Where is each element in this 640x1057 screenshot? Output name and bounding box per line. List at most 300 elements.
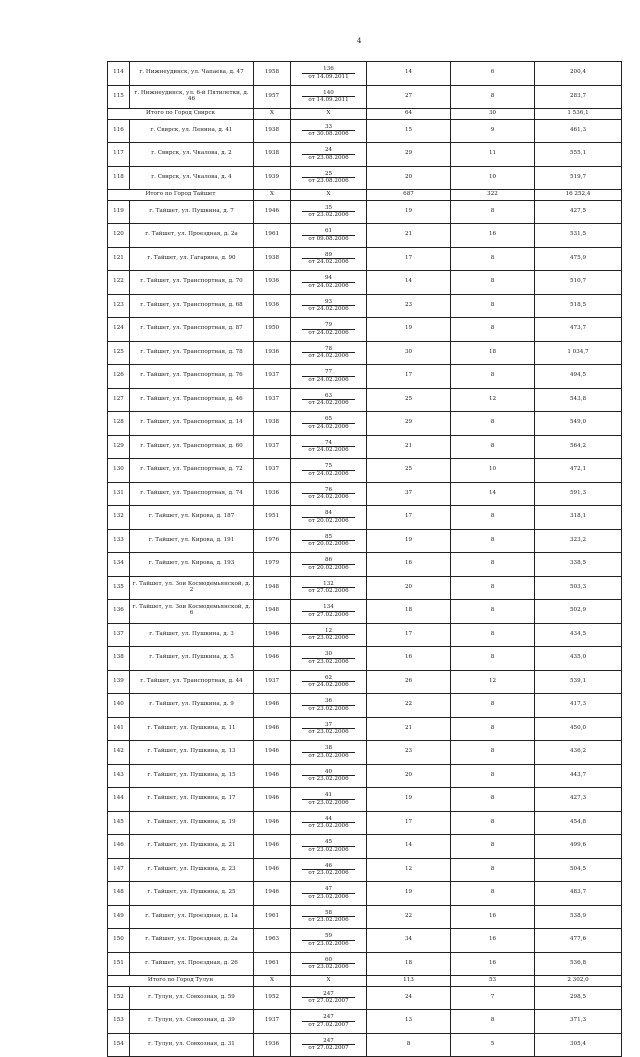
row-document bbox=[291, 600, 367, 624]
table-row bbox=[108, 741, 622, 765]
total-label: Итого по Город Тулун bbox=[108, 976, 254, 987]
row-number: 142 bbox=[108, 741, 130, 765]
document-date: от 23.02.2006 bbox=[308, 752, 349, 759]
document-date: от 27.02.2007 bbox=[308, 998, 349, 1005]
table-row bbox=[108, 529, 622, 553]
row-number: 154 bbox=[108, 1033, 130, 1057]
document-number: 45 bbox=[302, 839, 355, 846]
document-number: 247 bbox=[302, 1038, 355, 1045]
row-year: 1936 bbox=[254, 1033, 291, 1057]
table-row bbox=[108, 764, 622, 788]
table-row bbox=[108, 119, 622, 143]
row-c1: 25 bbox=[367, 388, 451, 412]
row-year: 1948 bbox=[254, 600, 291, 624]
page-number: 4 bbox=[357, 37, 362, 45]
row-area: 539,1 bbox=[535, 670, 622, 694]
row-c1: 8 bbox=[367, 1033, 451, 1057]
row-number: 140 bbox=[108, 694, 130, 718]
row-year: 1957 bbox=[254, 85, 291, 109]
document-date: от 23.02.2006 bbox=[308, 940, 349, 947]
document-number: 65 bbox=[302, 416, 355, 423]
row-c2: 9 bbox=[451, 119, 535, 143]
table-row bbox=[108, 694, 622, 718]
document-date: от 24.02.2006 bbox=[308, 423, 349, 430]
table-total-row bbox=[108, 109, 622, 120]
row-year: 1961 bbox=[254, 952, 291, 976]
document-date: от 23.08.2006 bbox=[308, 178, 349, 185]
row-c1: 19 bbox=[367, 529, 451, 553]
row-c2: 8 bbox=[451, 764, 535, 788]
row-c1: 15 bbox=[367, 119, 451, 143]
document-date: от 23.02.2006 bbox=[308, 705, 349, 712]
document-date: от 23.02.2006 bbox=[308, 729, 349, 736]
table-row bbox=[108, 952, 622, 976]
table-row bbox=[108, 224, 622, 248]
row-c2: 8 bbox=[451, 576, 535, 600]
document-date: от 23.02.2006 bbox=[308, 658, 349, 665]
table-row bbox=[108, 294, 622, 318]
row-year: 1946 bbox=[254, 200, 291, 224]
row-document bbox=[291, 459, 367, 483]
total-label: Итого по Город Тайшет bbox=[108, 190, 254, 201]
row-c2: 16 bbox=[451, 224, 535, 248]
row-c2: 6 bbox=[451, 62, 535, 86]
row-address: г. Тайшет, ул. Кирова, д. 191 bbox=[130, 529, 254, 553]
table-row bbox=[108, 905, 622, 929]
row-year: 1961 bbox=[254, 905, 291, 929]
row-address: г. Тайшет, ул. Проездная, д. 2а bbox=[130, 929, 254, 953]
row-document bbox=[291, 623, 367, 647]
row-area: 503,3 bbox=[535, 576, 622, 600]
row-area: 427,3 bbox=[535, 788, 622, 812]
total-area: 2 302,0 bbox=[535, 976, 622, 987]
row-document bbox=[291, 271, 367, 295]
row-address: г. Тайшет, ул. Пушкина, д. 5 bbox=[130, 647, 254, 671]
row-number: 151 bbox=[108, 952, 130, 976]
table-row bbox=[108, 882, 622, 906]
document-date: от 27.02.2006 bbox=[308, 588, 349, 595]
row-c2: 8 bbox=[451, 623, 535, 647]
row-number: 131 bbox=[108, 482, 130, 506]
total-label: Итого по Город Свирск bbox=[108, 109, 254, 120]
row-c1: 20 bbox=[367, 576, 451, 600]
table-row bbox=[108, 62, 622, 86]
row-area: 538,9 bbox=[535, 905, 622, 929]
row-year: 1946 bbox=[254, 882, 291, 906]
row-area: 564,2 bbox=[535, 435, 622, 459]
row-year: 1946 bbox=[254, 788, 291, 812]
row-document bbox=[291, 882, 367, 906]
row-year: 1937 bbox=[254, 670, 291, 694]
row-number: 119 bbox=[108, 200, 130, 224]
row-year: 1951 bbox=[254, 506, 291, 530]
row-year: 1948 bbox=[254, 576, 291, 600]
row-year: 1946 bbox=[254, 835, 291, 859]
row-c2: 8 bbox=[451, 882, 535, 906]
total-c2: 53 bbox=[451, 976, 535, 987]
table-row bbox=[108, 670, 622, 694]
row-number: 116 bbox=[108, 119, 130, 143]
document-date: от 23.02.2006 bbox=[308, 799, 349, 806]
row-document bbox=[291, 529, 367, 553]
document-number: 35 bbox=[302, 205, 355, 212]
document-number: 93 bbox=[302, 299, 355, 306]
row-c1: 19 bbox=[367, 882, 451, 906]
row-c1: 14 bbox=[367, 271, 451, 295]
table-row bbox=[108, 365, 622, 389]
row-area: 338,5 bbox=[535, 553, 622, 577]
row-number: 114 bbox=[108, 62, 130, 86]
row-document bbox=[291, 85, 367, 109]
row-address: г. Тайшет, ул. Транспортная, д. 70 bbox=[130, 271, 254, 295]
row-number: 137 bbox=[108, 623, 130, 647]
row-number: 149 bbox=[108, 905, 130, 929]
row-document bbox=[291, 1033, 367, 1057]
housing-table bbox=[107, 61, 622, 1057]
row-document bbox=[291, 694, 367, 718]
row-year: 1937 bbox=[254, 1010, 291, 1034]
document-date: от 24.02.2006 bbox=[308, 306, 349, 313]
row-number: 133 bbox=[108, 529, 130, 553]
row-document bbox=[291, 143, 367, 167]
row-year: 1938 bbox=[254, 143, 291, 167]
row-document bbox=[291, 986, 367, 1010]
row-document bbox=[291, 294, 367, 318]
row-area: 502,9 bbox=[535, 600, 622, 624]
row-c1: 13 bbox=[367, 1010, 451, 1034]
row-area: 318,1 bbox=[535, 506, 622, 530]
row-document bbox=[291, 929, 367, 953]
document-number: 46 bbox=[302, 863, 355, 870]
row-c1: 12 bbox=[367, 858, 451, 882]
document-number: 25 bbox=[302, 171, 355, 178]
row-address: г. Тайшет, ул. Зои Космодемьянской, д. 2 bbox=[130, 576, 254, 600]
row-address: г. Тайшет, ул. Пушкина, д. 21 bbox=[130, 835, 254, 859]
row-document bbox=[291, 247, 367, 271]
row-c1: 16 bbox=[367, 553, 451, 577]
row-area: 519,7 bbox=[535, 166, 622, 190]
row-c2: 8 bbox=[451, 811, 535, 835]
total-c2: 322 bbox=[451, 190, 535, 201]
row-year: 1961 bbox=[254, 224, 291, 248]
row-c1: 14 bbox=[367, 835, 451, 859]
document-number: 140 bbox=[302, 90, 355, 97]
row-area: 504,5 bbox=[535, 858, 622, 882]
document-date: от 23.02.2006 bbox=[308, 846, 349, 853]
row-c1: 20 bbox=[367, 764, 451, 788]
row-c1: 18 bbox=[367, 600, 451, 624]
row-c2: 8 bbox=[451, 294, 535, 318]
row-c2: 8 bbox=[451, 788, 535, 812]
row-address: г. Свирск, ул. Чкалова, д. 4 bbox=[130, 166, 254, 190]
document-number: 62 bbox=[302, 675, 355, 682]
document-number: 38 bbox=[302, 745, 355, 752]
row-address: г. Тайшет, ул. Проездная, д. 26 bbox=[130, 952, 254, 976]
document-number: 84 bbox=[302, 510, 355, 517]
row-document bbox=[291, 764, 367, 788]
row-document bbox=[291, 506, 367, 530]
row-address: г. Тайшет, ул. Кирова, д. 193 bbox=[130, 553, 254, 577]
row-area: 472,1 bbox=[535, 459, 622, 483]
row-area: 483,7 bbox=[535, 882, 622, 906]
row-c2: 16 bbox=[451, 929, 535, 953]
row-document bbox=[291, 482, 367, 506]
row-number: 152 bbox=[108, 986, 130, 1010]
row-c2: 8 bbox=[451, 271, 535, 295]
row-address: г. Тайшет, ул. Транспортная, д. 46 bbox=[130, 388, 254, 412]
row-address: г. Тайшет, ул. Пушкина, д. 23 bbox=[130, 858, 254, 882]
row-c1: 17 bbox=[367, 623, 451, 647]
row-c2: 8 bbox=[451, 435, 535, 459]
document-number: 59 bbox=[302, 933, 355, 940]
row-c1: 14 bbox=[367, 62, 451, 86]
row-address: г. Тайшет, ул. Проездная, д. 1а bbox=[130, 905, 254, 929]
document-number: 58 bbox=[302, 910, 355, 917]
row-address: г. Тайшет, ул. Транспортная, д. 14 bbox=[130, 412, 254, 436]
row-year: 1946 bbox=[254, 811, 291, 835]
table-row bbox=[108, 200, 622, 224]
document-date: от 24.02.2006 bbox=[308, 682, 349, 689]
row-c2: 8 bbox=[451, 694, 535, 718]
total-c1: 113 bbox=[367, 976, 451, 987]
row-year: 1952 bbox=[254, 986, 291, 1010]
row-area: 443,7 bbox=[535, 764, 622, 788]
document-number: 24 bbox=[302, 147, 355, 154]
row-area: 549,0 bbox=[535, 412, 622, 436]
total-doc: Х bbox=[291, 190, 367, 201]
row-address: г. Тайшет, ул. Пушкина, д. 13 bbox=[130, 741, 254, 765]
row-number: 115 bbox=[108, 85, 130, 109]
document-number: 79 bbox=[302, 322, 355, 329]
row-year: 1937 bbox=[254, 459, 291, 483]
row-c2: 16 bbox=[451, 952, 535, 976]
row-document bbox=[291, 670, 367, 694]
document-number: 63 bbox=[302, 393, 355, 400]
row-document bbox=[291, 341, 367, 365]
document-date: от 24.02.2006 bbox=[308, 447, 349, 454]
document-number: 75 bbox=[302, 463, 355, 470]
row-area: 510,7 bbox=[535, 271, 622, 295]
row-number: 145 bbox=[108, 811, 130, 835]
row-c2: 8 bbox=[451, 647, 535, 671]
document-date: от 23.02.2006 bbox=[308, 212, 349, 219]
row-c2: 8 bbox=[451, 365, 535, 389]
row-address: г. Тайшет, ул. Кирова, д. 187 bbox=[130, 506, 254, 530]
row-c1: 17 bbox=[367, 811, 451, 835]
row-address: г. Тайшет, ул. Транспортная, д. 72 bbox=[130, 459, 254, 483]
row-area: 1 034,7 bbox=[535, 341, 622, 365]
row-document bbox=[291, 647, 367, 671]
row-address: г. Тайшет, ул. Транспортная, д. 74 bbox=[130, 482, 254, 506]
table-row bbox=[108, 1010, 622, 1034]
row-c2: 8 bbox=[451, 858, 535, 882]
row-c2: 8 bbox=[451, 741, 535, 765]
document-date: от 24.02.2006 bbox=[308, 470, 349, 477]
document-number: 77 bbox=[302, 369, 355, 376]
row-c2: 8 bbox=[451, 529, 535, 553]
row-c2: 11 bbox=[451, 143, 535, 167]
row-year: 1937 bbox=[254, 435, 291, 459]
row-document bbox=[291, 1010, 367, 1034]
row-year: 1937 bbox=[254, 388, 291, 412]
document-number: 247 bbox=[302, 1014, 355, 1021]
document-number: 76 bbox=[302, 487, 355, 494]
table-row bbox=[108, 412, 622, 436]
document-number: 94 bbox=[302, 275, 355, 282]
table-row bbox=[108, 600, 622, 624]
total-c1: 687 bbox=[367, 190, 451, 201]
table-row bbox=[108, 788, 622, 812]
row-year: 1950 bbox=[254, 318, 291, 342]
row-c2: 8 bbox=[451, 717, 535, 741]
document-date: от 20.02.2006 bbox=[308, 541, 349, 548]
table-row bbox=[108, 623, 622, 647]
row-address: г. Тайшет, ул. Пушкина, д. 3 bbox=[130, 623, 254, 647]
document-date: от 14.09.2011 bbox=[308, 73, 349, 80]
row-c1: 17 bbox=[367, 365, 451, 389]
row-document bbox=[291, 62, 367, 86]
table-row bbox=[108, 341, 622, 365]
row-c1: 27 bbox=[367, 85, 451, 109]
document-number: 132 bbox=[302, 581, 355, 588]
table-row bbox=[108, 271, 622, 295]
table-row bbox=[108, 459, 622, 483]
row-c2: 8 bbox=[451, 1010, 535, 1034]
table-total-row bbox=[108, 190, 622, 201]
table-row bbox=[108, 1033, 622, 1057]
row-c2: 18 bbox=[451, 341, 535, 365]
table-row bbox=[108, 647, 622, 671]
row-c1: 17 bbox=[367, 506, 451, 530]
row-area: 494,5 bbox=[535, 365, 622, 389]
row-document bbox=[291, 811, 367, 835]
document-date: от 24.02.2006 bbox=[308, 400, 349, 407]
table-row bbox=[108, 318, 622, 342]
document-date: от 23.02.2006 bbox=[308, 964, 349, 971]
row-c1: 24 bbox=[367, 986, 451, 1010]
row-area: 473,7 bbox=[535, 318, 622, 342]
row-year: 1936 bbox=[254, 341, 291, 365]
total-doc: Х bbox=[291, 109, 367, 120]
document-date: от 24.02.2006 bbox=[308, 376, 349, 383]
row-area: 283,7 bbox=[535, 85, 622, 109]
table-row bbox=[108, 482, 622, 506]
row-address: г. Тайшет, ул. Транспортная, д. 78 bbox=[130, 341, 254, 365]
row-area: 450,0 bbox=[535, 717, 622, 741]
row-year: 1946 bbox=[254, 858, 291, 882]
row-c2: 8 bbox=[451, 318, 535, 342]
row-c2: 14 bbox=[451, 482, 535, 506]
table-row bbox=[108, 166, 622, 190]
document-date: от 09.08.2006 bbox=[308, 235, 349, 242]
row-number: 117 bbox=[108, 143, 130, 167]
row-c1: 21 bbox=[367, 717, 451, 741]
document-number: 61 bbox=[302, 228, 355, 235]
table-row bbox=[108, 576, 622, 600]
row-address: г. Тулун, ул. Совхозная, д. 59 bbox=[130, 986, 254, 1010]
row-year: 1976 bbox=[254, 529, 291, 553]
document-date: от 23.02.2006 bbox=[308, 917, 349, 924]
row-area: 536,8 bbox=[535, 952, 622, 976]
row-document bbox=[291, 835, 367, 859]
document-date: от 23.08.2006 bbox=[308, 154, 349, 161]
row-year: 1939 bbox=[254, 166, 291, 190]
row-number: 139 bbox=[108, 670, 130, 694]
row-address: г. Тайшет, ул. Зои Космодемьянской, д. 6 bbox=[130, 600, 254, 624]
row-c1: 29 bbox=[367, 412, 451, 436]
row-address: г. Тайшет, ул. Транспортная, д. 68 bbox=[130, 294, 254, 318]
row-c1: 20 bbox=[367, 166, 451, 190]
row-address: г. Тулун, ул. Совхозная, д. 31 bbox=[130, 1033, 254, 1057]
row-area: 434,5 bbox=[535, 623, 622, 647]
row-number: 143 bbox=[108, 764, 130, 788]
row-area: 323,2 bbox=[535, 529, 622, 553]
row-year: 1946 bbox=[254, 694, 291, 718]
row-c1: 21 bbox=[367, 224, 451, 248]
row-c2: 12 bbox=[451, 670, 535, 694]
total-year: Х bbox=[254, 976, 291, 987]
row-area: 298,5 bbox=[535, 986, 622, 1010]
document-number: 33 bbox=[302, 124, 355, 131]
row-area: 475,9 bbox=[535, 247, 622, 271]
row-address: г. Нижнеудинск, ул. 6-й Пятилетки, д. 46 bbox=[130, 85, 254, 109]
row-year: 1946 bbox=[254, 717, 291, 741]
row-year: 1938 bbox=[254, 119, 291, 143]
row-document bbox=[291, 388, 367, 412]
document-number: 74 bbox=[302, 440, 355, 447]
row-address: г. Тайшет, ул. Пушкина, д. 19 bbox=[130, 811, 254, 835]
row-year: 1936 bbox=[254, 271, 291, 295]
row-area: 499,6 bbox=[535, 835, 622, 859]
row-number: 125 bbox=[108, 341, 130, 365]
row-number: 141 bbox=[108, 717, 130, 741]
row-year: 1963 bbox=[254, 929, 291, 953]
row-c2: 5 bbox=[451, 1033, 535, 1057]
row-address: г. Тайшет, ул. Гагарина, д. 90 bbox=[130, 247, 254, 271]
row-number: 150 bbox=[108, 929, 130, 953]
row-area: 200,4 bbox=[535, 62, 622, 86]
document-number: 247 bbox=[302, 991, 355, 998]
document-date: от 24.02.2006 bbox=[308, 259, 349, 266]
table-row bbox=[108, 811, 622, 835]
total-area: 1 536,1 bbox=[535, 109, 622, 120]
table-row bbox=[108, 85, 622, 109]
row-number: 132 bbox=[108, 506, 130, 530]
row-year: 1979 bbox=[254, 553, 291, 577]
row-document bbox=[291, 576, 367, 600]
row-document bbox=[291, 952, 367, 976]
table-row bbox=[108, 247, 622, 271]
document-date: от 27.02.2007 bbox=[308, 1045, 349, 1052]
total-c1: 64 bbox=[367, 109, 451, 120]
document-date: от 27.02.2006 bbox=[308, 611, 349, 618]
row-document bbox=[291, 365, 367, 389]
row-document bbox=[291, 166, 367, 190]
table-row bbox=[108, 506, 622, 530]
row-address: г. Тулун, ул. Совхозная, д. 39 bbox=[130, 1010, 254, 1034]
row-c1: 23 bbox=[367, 294, 451, 318]
document-date: от 23.02.2006 bbox=[308, 635, 349, 642]
row-c1: 23 bbox=[367, 741, 451, 765]
row-area: 518,5 bbox=[535, 294, 622, 318]
row-number: 153 bbox=[108, 1010, 130, 1034]
row-document bbox=[291, 224, 367, 248]
row-year: 1946 bbox=[254, 741, 291, 765]
row-c2: 8 bbox=[451, 506, 535, 530]
row-year: 1936 bbox=[254, 482, 291, 506]
row-address: г. Тайшет, ул. Пушкина, д. 17 bbox=[130, 788, 254, 812]
total-year: Х bbox=[254, 190, 291, 201]
